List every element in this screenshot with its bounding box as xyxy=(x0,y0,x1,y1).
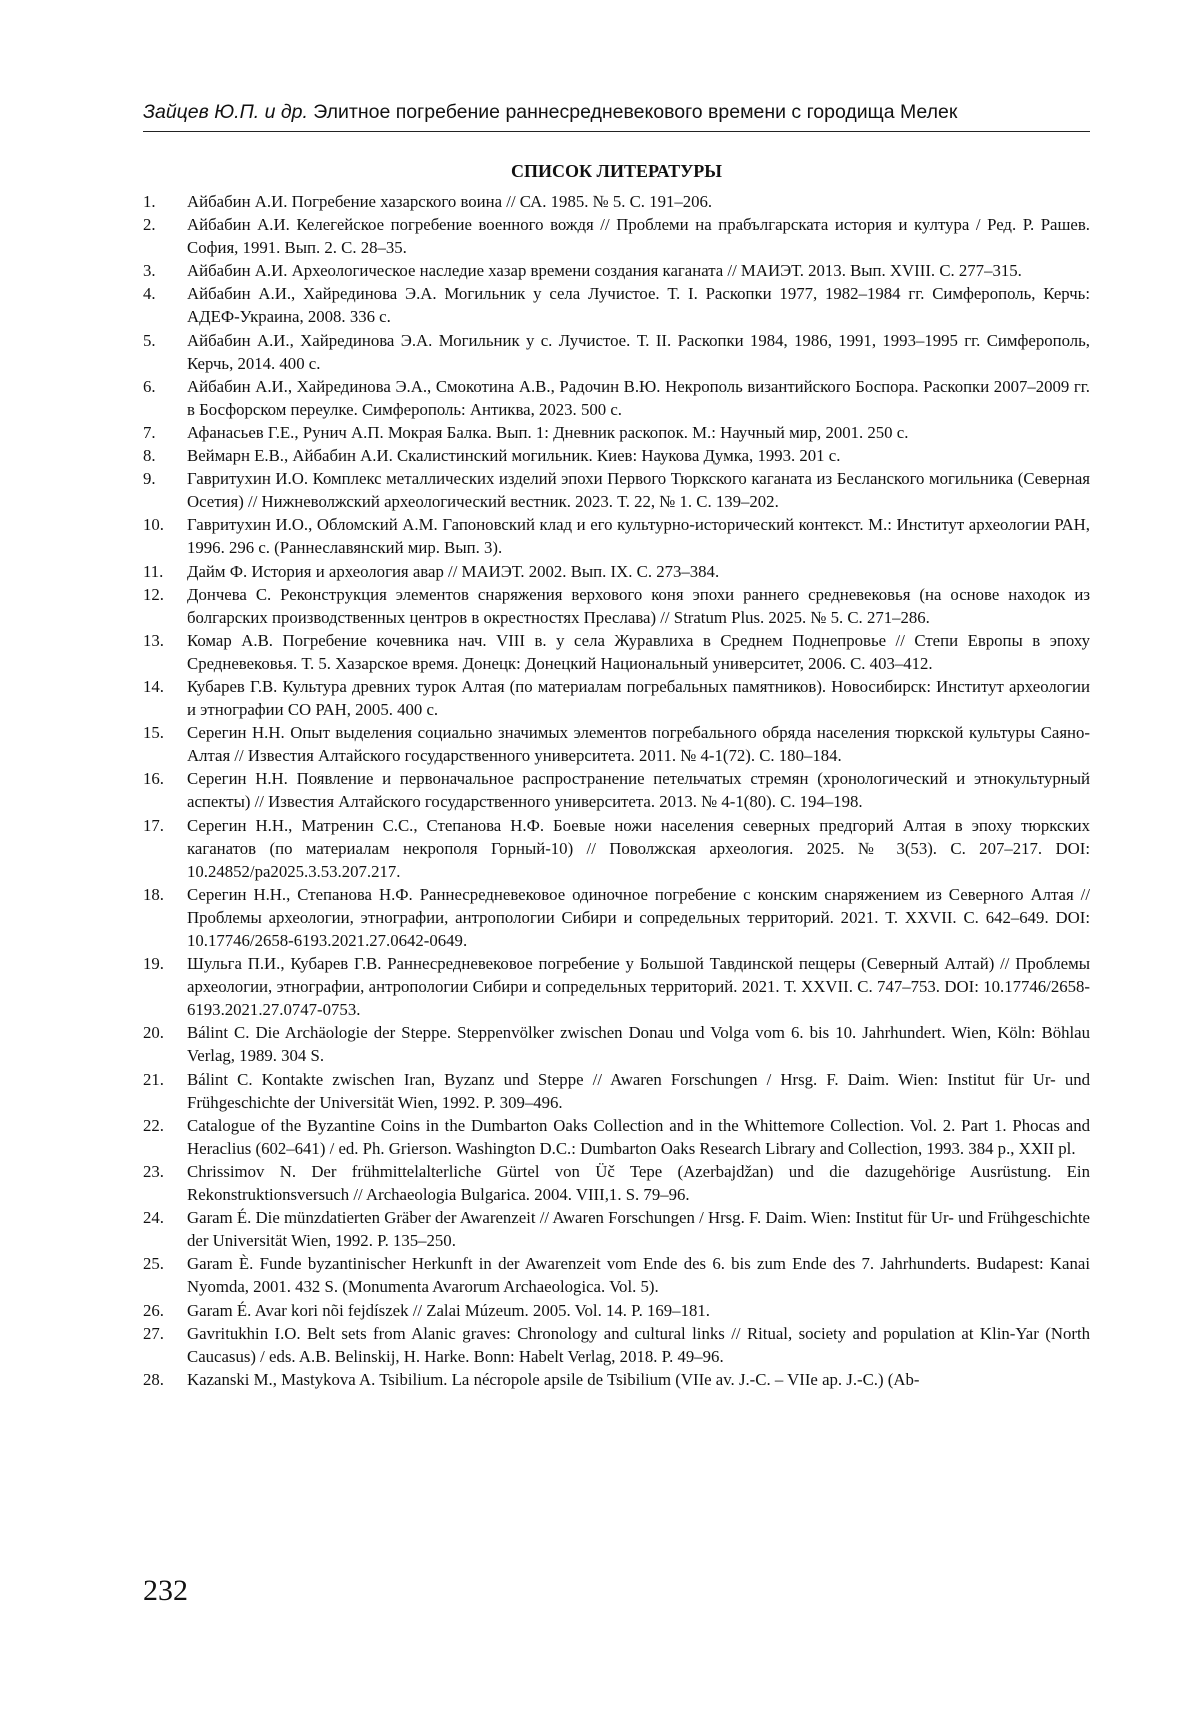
reference-number: 16. xyxy=(143,769,164,789)
reference-item xyxy=(143,1322,1090,1368)
reference-text: Айбабин А.И., Хайрединова Э.А. Могильник у села Лучистое. Т. I. Раскопки 1977, 1982–1984 гг. Симферополь, Керчь: АДЕФ-Украина, 2008. 336 с. xyxy=(187,284,1090,327)
reference-number: 20. xyxy=(143,1023,164,1043)
reference-item xyxy=(143,329,1090,375)
page-number: 232 xyxy=(143,1574,188,1607)
reference-text: Серегин Н.Н., Матренин С.С., Степанова Н.Ф. Боевые ножи населения северных предгорий Алтая в эпоху тюркских каганатов (по материалам некрополя Горный-10) // Поволжская археология. 2025. № 3(53). С. 207–217. DOI: 10.24852/pa2025.3.53.207.217. xyxy=(187,815,1090,881)
reference-number: 4. xyxy=(143,284,156,304)
reference-number: 18. xyxy=(143,884,164,904)
reference-item xyxy=(143,421,1090,444)
reference-item xyxy=(143,1021,1090,1067)
reference-text: Гавритухин И.О., Обломский А.М. Гапоновский клад и его культурно-исторический контекст. М.: Институт археологии РАН, 1996. 296 с. (Раннеславянский мир. Вып. 3). xyxy=(187,515,1090,558)
reference-text: Дайм Ф. История и археология авар // МАИЭТ. 2002. Вып. IX. С. 273–384. xyxy=(187,561,720,581)
reference-number: 2. xyxy=(143,215,156,235)
header-title: Элитное погребение раннесредневекового времени с городища Мелек xyxy=(313,101,958,123)
reference-text: Айбабин А.И. Археологическое наследие хазар времени создания каганата // МАИЭТ. 2013. Вып. XVIII. С. 277–315. xyxy=(187,261,1022,281)
reference-number: 14. xyxy=(143,676,164,696)
reference-number: 27. xyxy=(143,1323,164,1343)
reference-text: Гавритухин И.О. Комплекс металлических изделий эпохи Первого Тюркского каганата из Бесланского могильника (Северная Осетия) // Нижневолжский археологический вестник. 2023. Т. 22, № 1. С. 139–202. xyxy=(187,469,1090,512)
reference-item xyxy=(143,1068,1090,1114)
reference-number: 12. xyxy=(143,584,164,604)
reference-item xyxy=(143,952,1090,1021)
reference-item xyxy=(143,1299,1090,1322)
reference-item xyxy=(143,629,1090,675)
reference-item xyxy=(143,814,1090,883)
reference-number: 8. xyxy=(143,446,156,466)
reference-number: 22. xyxy=(143,1115,164,1135)
reference-text: Chrissimov N. Der frühmittelalterliche Gürtel von Üč Tepe (Azerbajdžan) und die dazugehörige Ausrüstung. Ein Rekonstruktionsversuch // Archaeologia Bulgarica. 2004. VIII,1. S. 79–96. xyxy=(187,1161,1090,1205)
reference-text: Серегин Н.Н. Опыт выделения социально значимых элементов погребального обряда населения тюркской культуры Саяно-Алтая // Известия Алтайского государственного университета. 2011. № 4-1(72). С. 180–184. xyxy=(187,723,1090,766)
reference-item xyxy=(143,1206,1090,1252)
reference-text: Bálint C. Kontakte zwischen Iran, Byzanz und Steppe // Awaren Forschungen / Hrsg. F. Daim. Wien: Institut für Ur- und Frühgeschichte der Universität Wien, 1992. P. 309–496. xyxy=(187,1069,1090,1112)
reference-item xyxy=(143,190,1090,213)
reference-text: Серегин Н.Н. Появление и первоначальное распространение петельчатых стремян (хронологический и этнокультурный аспекты) // Известия Алтайского государственного университета. 2013. № 4-1(80). С. 194–198. xyxy=(187,769,1090,812)
reference-number: 25. xyxy=(143,1254,164,1274)
reference-number: 10. xyxy=(143,515,164,535)
reference-text: Афанасьев Г.Е., Рунич А.П. Мокрая Балка. Вып. 1: Дневник раскопок. М.: Научный мир, 2001. 250 с. xyxy=(187,422,909,442)
reference-text: Айбабин А.И. Келегейское погребение военного вождя // Проблеми на прабългарската история и култура / Ред. Р. Рашев. София, 1991. Вып. 2. С. 28–35. xyxy=(187,215,1090,258)
reference-number: 24. xyxy=(143,1208,164,1228)
reference-item xyxy=(143,883,1090,952)
reference-text: Шульга П.И., Кубарев Г.В. Раннесредневековое погребение у Большой Тавдинской пещеры (Северный Алтай) // Проблемы археологии, этнографии, антропологии Сибири и сопредельных территорий. 2021. Т. XXVII. С. 747–753. DOI: 10.17746/2658-6193.2021.27.0747-0753. xyxy=(187,954,1090,1020)
reference-number: 6. xyxy=(143,376,156,396)
reference-number: 28. xyxy=(143,1369,164,1389)
reference-number: 19. xyxy=(143,954,164,974)
reference-text: Айбабин А.И., Хайрединова Э.А., Смокотина А.В., Радочин В.Ю. Некрополь византийского Боспора. Раскопки 2007–2009 гг. в Босфорском переулке. Симферополь: Антиква, 2023. 500 с. xyxy=(187,376,1090,419)
reference-text: Кубарев Г.В. Культура древних турок Алтая (по материалам погребальных памятников). Новосибирск: Институт археологии и этнографии СО РАН, 2005. 400 с. xyxy=(187,676,1090,720)
reference-number: 7. xyxy=(143,422,156,442)
header-authors: Зайцев Ю.П. и др. xyxy=(143,101,308,123)
reference-number: 11. xyxy=(143,561,164,581)
reference-text: Айбабин А.И., Хайрединова Э.А. Могильник у с. Лучистое. Т. II. Раскопки 1984, 1986, 1991, 1993–1995 гг. Симферополь, Керчь, 2014. 400 с. xyxy=(187,330,1090,373)
reference-item xyxy=(143,767,1090,813)
reference-item xyxy=(143,259,1090,282)
reference-text: Веймарн Е.В., Айбабин А.И. Скалистинский могильник. Киев: Наукова Думка, 1993. 201 с. xyxy=(187,446,841,466)
reference-number: 17. xyxy=(143,815,164,835)
reference-item xyxy=(143,375,1090,421)
reference-text: Комар А.В. Погребение кочевника нач. VIII в. у села Журавлиха в Среднем Поднепровье // Степи Европы в эпоху Средневековья. Т. 5. Хазарское время. Донецк: Донецкий Национальный университет, 2006. С. 403–412. xyxy=(187,630,1090,673)
reference-item xyxy=(143,1368,1090,1391)
reference-text: Garam È. Funde byzantinischer Herkunft in der Awarenzeit vom Ende des 6. bis zum Ende des 7. Jahrhunderts. Budapest: Kanai Nyomda, 2001. 432 S. (Monumenta Avarorum Archaeologica. Vol. 5). xyxy=(187,1254,1090,1297)
reference-item xyxy=(143,1114,1090,1160)
section-title: СПИСОК ЛИТЕРАТУРЫ xyxy=(511,161,722,181)
reference-number: 5. xyxy=(143,330,156,350)
reference-number: 15. xyxy=(143,723,164,743)
reference-text: Айбабин А.И. Погребение хазарского воина // СА. 1985. № 5. С. 191–206. xyxy=(187,192,713,211)
reference-number: 26. xyxy=(143,1300,164,1320)
reference-number: 9. xyxy=(143,469,156,489)
reference-number: 21. xyxy=(143,1069,164,1089)
reference-item xyxy=(143,444,1090,467)
reference-text: Garam É. Die münzdatierten Gräber der Awarenzeit // Awaren Forschungen / Hrsg. F. Daim. Wien: Institut für Ur- und Frühgeschichte der Universität Wien, 1992. P. 135–250. xyxy=(187,1208,1090,1251)
reference-item xyxy=(143,513,1090,559)
reference-number: 1. xyxy=(143,192,156,211)
reference-item xyxy=(143,282,1090,328)
reference-number: 23. xyxy=(143,1161,164,1181)
reference-text: Дончева С. Реконструкция элементов снаряжения верхового коня эпохи раннего средневековья (на основе находок из болгарских производственных центров в окрестностях Преслава) // Stratum Plus. 2025. № 5. С. 271–286. xyxy=(187,584,1090,627)
running-header xyxy=(143,100,1090,132)
reference-number: 3. xyxy=(143,261,156,281)
reference-item xyxy=(143,560,1090,583)
reference-list xyxy=(143,190,1090,1391)
reference-item xyxy=(143,213,1090,259)
reference-text: Garam É. Avar kori nõi fejdíszek // Zalai Múzeum. 2005. Vol. 14. P. 169–181. xyxy=(187,1300,710,1320)
reference-item xyxy=(143,721,1090,767)
reference-item xyxy=(143,583,1090,629)
reference-text: Kazanski M., Mastykova A. Tsibilium. La nécropole apsile de Tsibilium (VIIe av. J.-C. – VIIe ap. J.-C.) (Ab- xyxy=(187,1369,920,1389)
reference-text: Серегин Н.Н., Степанова Н.Ф. Раннесредневековое одиночное погребение с конским снаряжением из Северного Алтая // Проблемы археологии, этнографии, антропологии Сибири и сопредельных территорий. 2021. Т. XXVII. С. 642–649. DOI: 10.17746/2658-6193.2021.27.0642-0649. xyxy=(187,884,1090,950)
reference-item xyxy=(143,467,1090,513)
reference-text: Bálint C. Die Archäologie der Steppe. Steppenvölker zwischen Donau und Volga vom 6. bis 10. Jahrhundert. Wien, Köln: Böhlau Verlag, 1989. 304 S. xyxy=(187,1023,1090,1066)
reference-item xyxy=(143,1252,1090,1298)
reference-text: Gavritukhin I.O. Belt sets from Alanic graves: Chronology and cultural links // Ritual, society and population at Klin-Yar (North Caucasus) / eds. A.B. Belinskij, H. Harke. Bonn: Habelt Verlag, 2018. P. 49–96. xyxy=(187,1323,1090,1366)
reference-number: 13. xyxy=(143,630,164,650)
reference-item xyxy=(143,675,1090,721)
reference-text: Catalogue of the Byzantine Coins in the Dumbarton Oaks Collection and in the Whittemore Collection. Vol. 2. Part 1. Phocas and Heraclius (602–641) / ed. Ph. Grierson. Washington D.C.: Dumbarton Oaks Research Library and Collection, 1993. 384 p., XXII pl. xyxy=(187,1115,1090,1158)
reference-item xyxy=(143,1160,1090,1206)
